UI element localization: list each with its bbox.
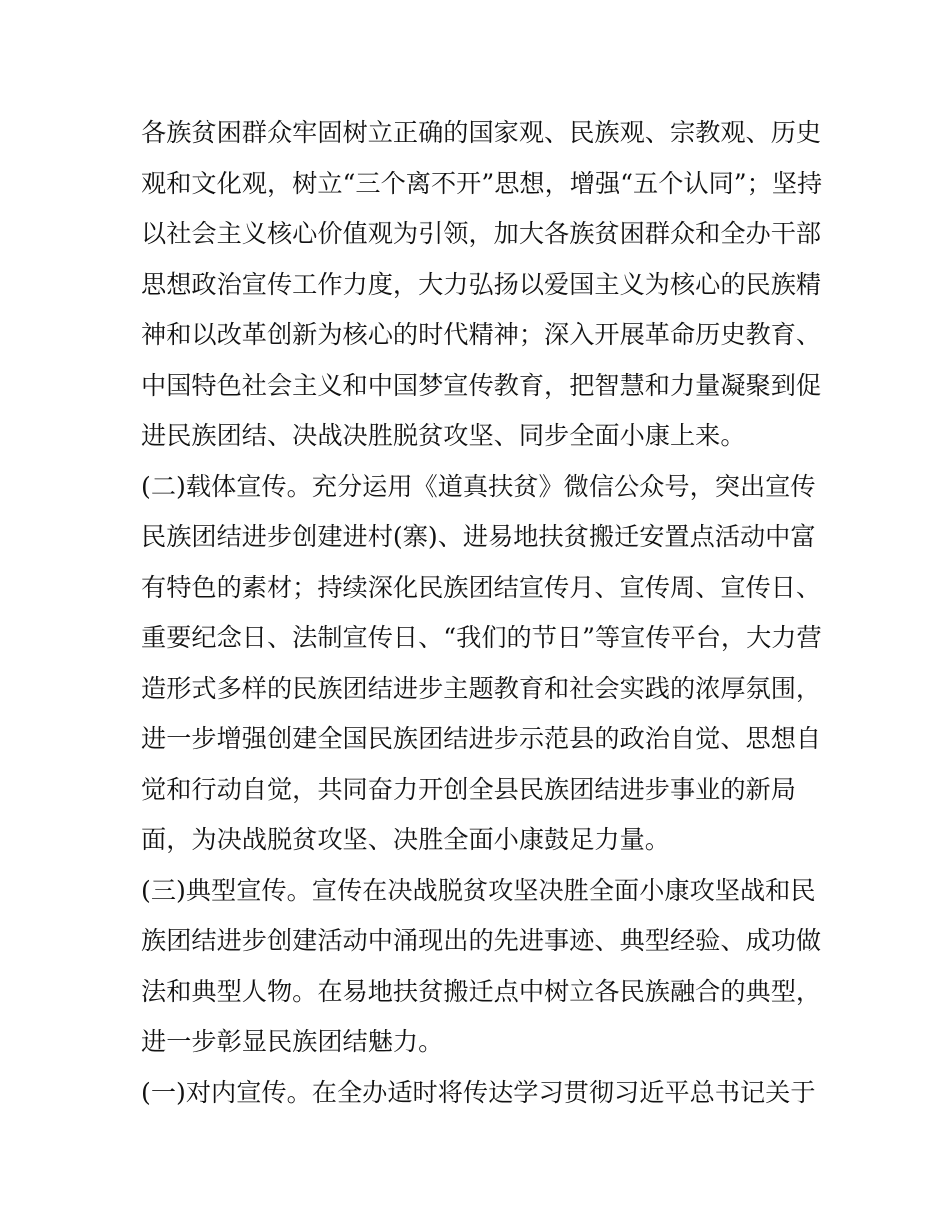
text-line: 观和文化观，树立“三个离不开”思想，增强“五个认同”；坚持 <box>141 168 823 198</box>
text-line: 造形式多样的民族团结进步主题教育和社会实践的浓厚氛围， <box>141 673 822 703</box>
text-line: 思想政治宣传工作力度，大力弘扬以爱国主义为核心的民族精 <box>141 269 822 299</box>
document-body <box>141 108 821 1118</box>
text-line: 民族团结进步创建进村(寨)、进易地扶贫搬迁安置点活动中富 <box>141 522 816 551</box>
text-line: (二)载体宣传。充分运用《道真扶贫》微信公众号，突出宣传 <box>141 471 816 501</box>
text-line: 觉和行动自觉，共同奋力开创全县民族团结进步事业的新局 <box>141 774 796 804</box>
text-line: 神和以改革创新为核心的时代精神；深入开展革命历史教育、 <box>141 320 822 349</box>
text-line: (一)对内宣传。在全办适时将传达学习贯彻习近平总书记关于 <box>141 1077 816 1107</box>
text-line: 法和典型人物。在易地扶贫搬迁点中树立各民族融合的典型， <box>141 976 822 1006</box>
text-line: 有特色的素材；持续深化民族团结宣传月、宣传周、宣传日、 <box>141 572 822 602</box>
text-line: 进一步彰显民族团结魅力。 <box>141 1027 444 1056</box>
text-line: 各族贫困群众牢固树立正确的国家观、民族观、宗教观、历史 <box>141 118 822 147</box>
text-line: (三)典型宣传。宣传在决战脱贫攻坚决胜全面小康攻坚战和民 <box>141 875 816 905</box>
text-line: 进一步增强创建全国民族团结进步示范县的政治自觉、思想自 <box>141 724 822 753</box>
text-line: 中国特色社会主义和中国梦宣传教育，把智慧和力量凝聚到促 <box>141 370 822 400</box>
text-line: 族团结进步创建活动中涌现出的先进事迹、典型经验、成功做 <box>141 926 822 955</box>
text-line: 进民族团结、决战决胜脱贫攻坚、同步全面小康上来。 <box>141 421 746 450</box>
text-line: 以社会主义核心价值观为引领，加大各族贫困群众和全办干部 <box>141 219 822 248</box>
text-line: 面，为决战脱贫攻坚、决胜全面小康鼓足力量。 <box>141 825 670 854</box>
text-line: 重要纪念日、法制宣传日、“我们的节日”等宣传平台，大力营 <box>141 623 822 652</box>
